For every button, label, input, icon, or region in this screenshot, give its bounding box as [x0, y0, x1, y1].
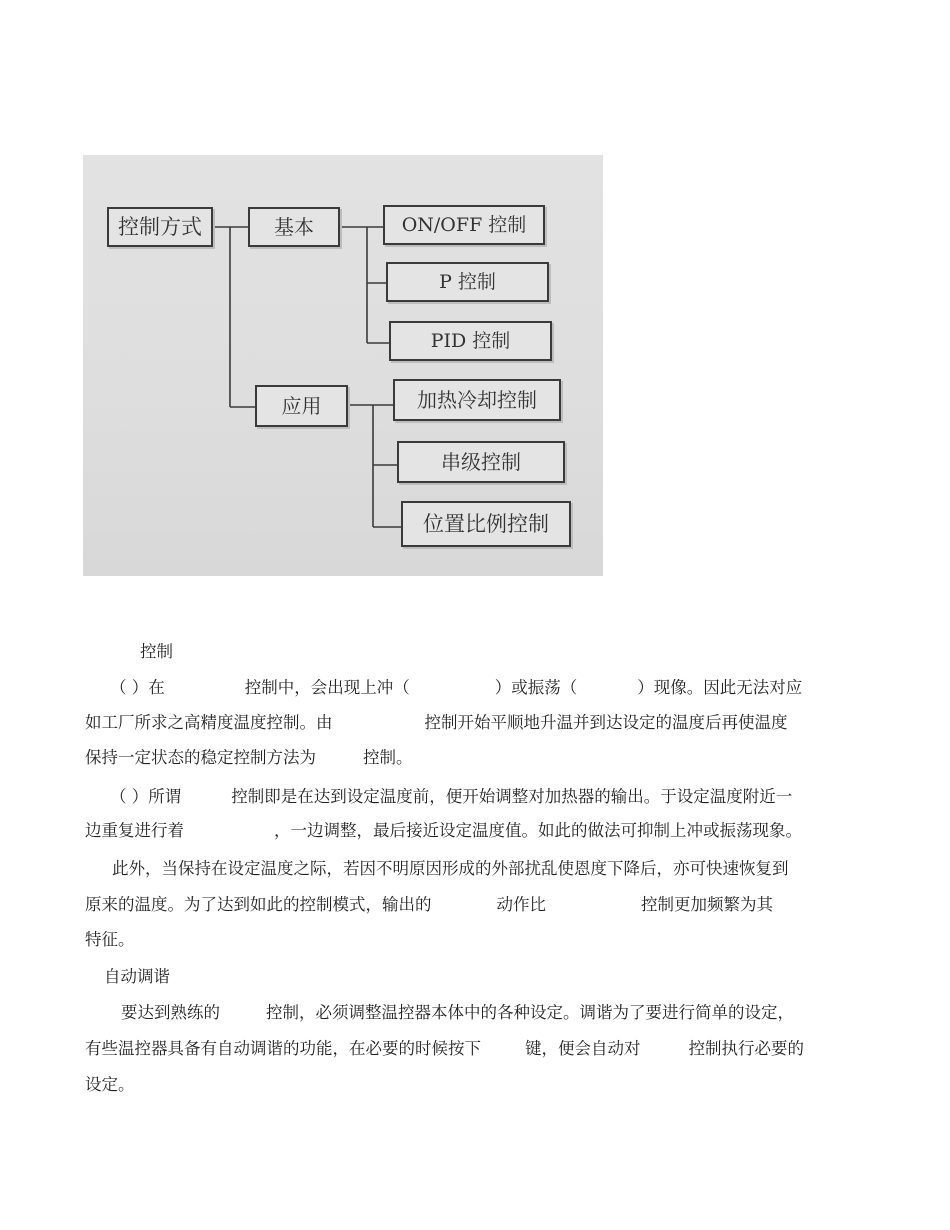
p1-l2b: 控制开始平顺地升温并到达设定的温度后再使温度 — [424, 713, 788, 732]
p1-l2: 如工厂所求之高精度温度控制。由 — [85, 713, 333, 732]
p3-l2b: 动作比 — [496, 895, 546, 914]
diagram-node-on-off: ON/OFF 控制 — [383, 205, 545, 245]
diagram-node-heat-cool: 加热冷却控制 — [393, 379, 561, 421]
p1-line1 — [85, 675, 867, 701]
p1-l3: 保持一定状态的稳定控制方法为 — [85, 748, 316, 767]
p4-l2a: 有些温控器具备有自动调谐的功能，在必要的时候按下 — [85, 1039, 481, 1058]
diagram-node-cascade: 串级控制 — [397, 441, 565, 483]
p2-a: （ ）所谓 — [110, 787, 182, 806]
p3-line1 — [85, 856, 867, 882]
p2-b: 控制即是在达到设定温度前，便开始调整对加热器的输出。于设定温度附近一 — [231, 787, 793, 806]
diagram-node-basic: 基本 — [248, 207, 340, 247]
diagram-node-p: P 控制 — [386, 262, 549, 302]
p2-l2: 边重复进行着 — [85, 821, 184, 840]
p4-l1a: 要达到熟练的 — [121, 1003, 220, 1022]
p3-l2c: 控制更加频繁为其 — [641, 895, 773, 914]
p1-a: （ ）在 — [110, 678, 165, 697]
p1-line3 — [85, 745, 867, 771]
p4-l2c: 控制执行必要的 — [688, 1039, 804, 1058]
heading-control — [85, 639, 867, 665]
p4-line1 — [85, 1000, 867, 1026]
p4-l3: 设定。 — [85, 1075, 135, 1094]
heading-control-text: 控制 — [140, 642, 173, 661]
p4-line3 — [85, 1072, 867, 1098]
p3-l1: 此外，当保持在设定温度之际，若因不明原因形成的外部扰乱使恩度下降后，亦可快速恢复到 — [112, 859, 789, 878]
heading-auto-tuning-text: 自动调谐 — [104, 967, 170, 986]
p3-line2 — [85, 892, 867, 918]
p1-d: ）现像。因此无法对应 — [637, 678, 803, 697]
p3-line3 — [85, 927, 867, 953]
diagram-node-application: 应用 — [255, 385, 348, 427]
p3-l2a: 原来的温度。为了达到如此的控制模式，输出的 — [85, 895, 432, 914]
heading-auto-tuning — [85, 964, 867, 990]
p3-l3: 特征。 — [85, 930, 135, 949]
p4-l2b: 键，便会自动对 — [525, 1039, 641, 1058]
diagram-node-position-proportional: 位置比例控制 — [401, 501, 571, 547]
p1-l3b: 控制。 — [363, 748, 413, 767]
p2-l2b: ，一边调整，最后接近设定温度值。如此的做法可抑制上冲或振荡现象。 — [274, 821, 802, 840]
diagram-node-pid: PID 控制 — [389, 321, 552, 361]
p2-line2 — [85, 818, 867, 844]
p1-c: ）或振荡（ — [494, 678, 578, 697]
p4-l1b: 控制，必须调整温控器本体中的各种设定。调谐为了要进行简单的设定， — [266, 1003, 794, 1022]
p4-line2 — [85, 1036, 867, 1062]
control-method-diagram-photo — [83, 155, 603, 576]
p2-line1 — [85, 784, 867, 810]
diagram-node-root: 控制方式 — [107, 207, 213, 247]
p1-line2 — [85, 710, 867, 736]
p1-b: 控制中，会出现上冲（ — [244, 678, 410, 697]
